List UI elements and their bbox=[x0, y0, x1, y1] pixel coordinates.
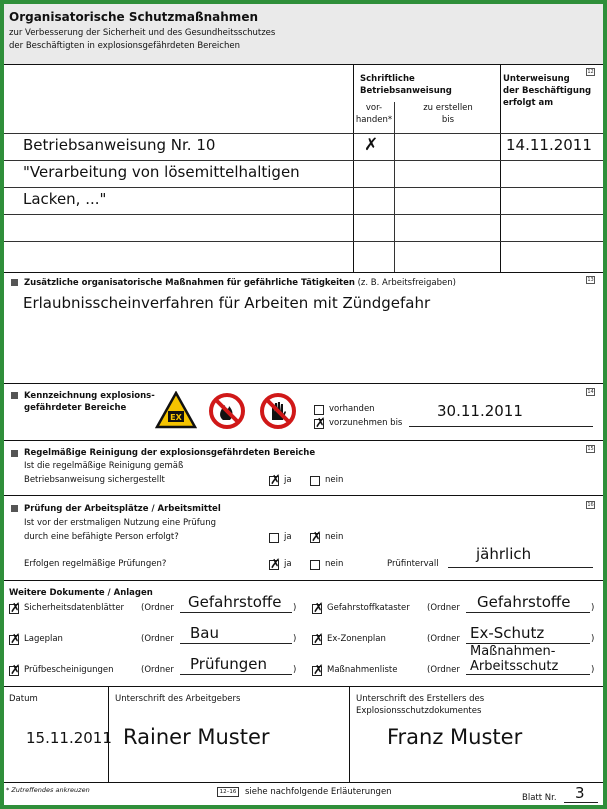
doc-ordner-close: ) bbox=[591, 603, 595, 613]
doc-ordner-value-1: Gefahrstoffe bbox=[188, 593, 282, 611]
vorzunehmen-date: 30.11.2011 bbox=[437, 402, 523, 420]
doc-checkbox-ex-zonenplan[interactable]: ✗ bbox=[313, 632, 324, 647]
regelpruefung-nein-checkbox[interactable] bbox=[310, 560, 320, 570]
no-open-flame-icon bbox=[208, 392, 246, 430]
section-15-question-2: Betriebsanweisung sichergestellt bbox=[24, 475, 165, 485]
erstpruefung-nein-label: nein bbox=[325, 532, 344, 542]
reinigung-nein-label: nein bbox=[325, 475, 344, 485]
doc-ordner-prefix: (Ordner bbox=[427, 634, 460, 644]
section-16-question-3: Erfolgen regelmäßige Prüfungen? bbox=[24, 559, 167, 569]
doc-checkbox-massnahmenliste[interactable]: ✗ bbox=[313, 663, 324, 678]
section-number-15: 15 bbox=[587, 446, 594, 452]
col-header-vorhanden bbox=[354, 102, 394, 126]
vorzunehmen-checkbox[interactable]: ✗ bbox=[315, 416, 326, 431]
section-16-title: Prüfung der Arbeitsplätze / Arbeitsmittel bbox=[24, 504, 221, 514]
section-number-14: 14 bbox=[587, 389, 594, 395]
table-row-2-text: "Verarbeitung von lösemittelhaltigen bbox=[23, 163, 300, 181]
doc-ordner-value-6-line2: Arbeitsschutz bbox=[470, 659, 559, 674]
doc-label-lageplan: Lageplan bbox=[24, 634, 63, 644]
documents-title: Weitere Dokumente / Anlagen bbox=[9, 588, 153, 598]
doc-label-gefahrstoffkataster: Gefahrstoffkataster bbox=[327, 603, 410, 613]
doc-ordner-value-3: Bau bbox=[190, 624, 219, 642]
vorhanden-checkbox[interactable] bbox=[314, 405, 324, 415]
erstpruefung-nein-checkbox[interactable]: ✗ bbox=[311, 530, 322, 545]
reference-box: 12–16 bbox=[217, 787, 239, 797]
section-15-title: Regelmäßige Reinigung der explosionsgefährdeten Bereiche bbox=[24, 448, 316, 458]
doc-checkbox-lageplan[interactable]: ✗ bbox=[10, 632, 21, 647]
section-13-hint: (z. B. Arbeitsfreigaben) bbox=[354, 278, 456, 288]
section-15-question-1: Ist die regelmäßige Reinigung gemäß bbox=[24, 461, 184, 471]
page-number-label: Blatt Nr. bbox=[522, 793, 557, 803]
employer-signature: Rainer Muster bbox=[123, 725, 270, 749]
table-row-1-mark: ✗ bbox=[364, 135, 379, 155]
col-ba-line1: Schriftliche bbox=[360, 74, 415, 84]
regelpruefung-nein-label: nein bbox=[325, 559, 344, 569]
footnote: * Zutreffendes ankreuzen bbox=[6, 786, 90, 794]
doc-ordner-value-6 bbox=[470, 644, 558, 674]
section-14-title bbox=[24, 390, 155, 414]
ex-sign-text: EX bbox=[170, 413, 182, 422]
doc-label-sicherheitsdatenblaetter: Sicherheitsdatenblätter bbox=[24, 603, 125, 613]
section-16-question-1: Ist vor der erstmaligen Nutzung eine Prüfung bbox=[24, 518, 216, 528]
date-label: Datum bbox=[9, 694, 38, 704]
section-13-title-text: Zusätzliche organisatorische Maßnahmen für gefährliche Tätigkeiten bbox=[24, 278, 355, 288]
doc-ordner-close: ) bbox=[293, 634, 297, 644]
erstpruefung-ja-checkbox[interactable] bbox=[269, 533, 279, 543]
page-title: Organisatorische Schutzmaßnahmen bbox=[9, 10, 258, 24]
col-vor-line1: vor- bbox=[365, 103, 383, 113]
form-page bbox=[4, 4, 603, 805]
creator-label-line1: Unterschrift des Erstellers des bbox=[356, 694, 485, 704]
doc-ordner-value-4: Ex-Schutz bbox=[470, 624, 545, 642]
col-ba-line2: Betriebsanweisung bbox=[360, 86, 452, 96]
doc-ordner-prefix: (Ordner bbox=[141, 634, 174, 644]
subtitle-line-1: zur Verbesserung der Sicherheit und des Gesundheitsschutzes bbox=[9, 28, 276, 38]
reference-text: siehe nachfolgende Erläuterungen bbox=[245, 787, 392, 797]
section-number-13: 13 bbox=[587, 277, 594, 283]
doc-checkbox-pruefbescheinigungen[interactable]: ✗ bbox=[10, 663, 21, 678]
employer-signature-label: Unterschrift des Arbeitgebers bbox=[115, 694, 241, 704]
table-row-1-text: Betriebsanweisung Nr. 10 bbox=[23, 136, 216, 154]
regelpruefung-ja-label: ja bbox=[284, 559, 292, 569]
doc-ordner-value-5: Prüfungen bbox=[190, 655, 268, 673]
col-header-unterweisung bbox=[503, 73, 591, 109]
doc-ordner-prefix: (Ordner bbox=[427, 665, 460, 675]
doc-ordner-value-6-line1: Maßnahmen- bbox=[470, 644, 556, 659]
col-vor-line2: handen* bbox=[355, 115, 393, 125]
section-14-title-line2: gefährdeter Bereiche bbox=[24, 403, 127, 413]
pruefintervall-value: jährlich bbox=[476, 545, 532, 563]
doc-checkbox-sicherheitsdatenblaetter[interactable]: ✗ bbox=[10, 601, 21, 616]
pruefintervall-label: Prüfintervall bbox=[387, 559, 439, 569]
doc-label-ex-zonenplan: Ex-Zonenplan bbox=[327, 634, 386, 644]
doc-ordner-value-2: Gefahrstoffe bbox=[477, 593, 571, 611]
section-13-title bbox=[24, 277, 456, 289]
creator-signature-label bbox=[356, 693, 484, 717]
creator-label-line2: Explosionsschutzdokumentes bbox=[356, 706, 482, 716]
doc-label-pruefbescheinigungen: Prüfbescheinigungen bbox=[24, 665, 114, 675]
reinigung-nein-checkbox[interactable] bbox=[310, 476, 320, 486]
signature-date: 15.11.2011 bbox=[26, 729, 112, 747]
col-zu-line1: zu erstellen bbox=[423, 103, 473, 113]
doc-ordner-close: ) bbox=[293, 603, 297, 613]
doc-checkbox-gefahrstoffkataster[interactable]: ✗ bbox=[313, 601, 324, 616]
subtitle-line-2: der Beschäftigten in explosionsgefährdeten Bereichen bbox=[9, 41, 240, 51]
table-row-1-date: 14.11.2011 bbox=[506, 136, 592, 154]
reinigung-ja-checkbox[interactable]: ✗ bbox=[270, 473, 281, 488]
col-uw-line3: erfolgt am bbox=[503, 98, 554, 108]
ex-warning-sign-icon bbox=[155, 391, 197, 429]
col-zu-line2: bis bbox=[441, 115, 455, 125]
doc-ordner-prefix: (Ordner bbox=[427, 603, 460, 613]
section-14-title-line1: Kennzeichnung explosions- bbox=[24, 391, 155, 401]
col-uw-line1: Unterweisung bbox=[503, 74, 570, 84]
regelpruefung-ja-checkbox[interactable]: ✗ bbox=[270, 557, 281, 572]
reinigung-ja-label: ja bbox=[284, 475, 292, 485]
section-16-question-2: durch eine befähigte Person erfolgt? bbox=[24, 532, 179, 542]
doc-label-massnahmenliste: Maßnahmenliste bbox=[327, 665, 398, 675]
doc-ordner-close: ) bbox=[591, 665, 595, 675]
col-header-zu-erstellen bbox=[396, 102, 500, 126]
doc-ordner-prefix: (Ordner bbox=[141, 665, 174, 675]
doc-ordner-close: ) bbox=[591, 634, 595, 644]
section-13-value: Erlaubnisscheinverfahren für Arbeiten mit Zündgefahr bbox=[23, 294, 431, 312]
creator-signature: Franz Muster bbox=[387, 725, 523, 749]
doc-ordner-prefix: (Ordner bbox=[141, 603, 174, 613]
vorzunehmen-label: vorzunehmen bis bbox=[329, 418, 403, 428]
erstpruefung-ja-label: ja bbox=[284, 532, 292, 542]
doc-ordner-close: ) bbox=[293, 665, 297, 675]
section-number-16: 16 bbox=[587, 502, 594, 508]
col-uw-line2: der Beschäftigung bbox=[503, 86, 592, 96]
col-header-betriebsanweisung bbox=[360, 73, 452, 97]
no-access-hand-icon bbox=[259, 392, 297, 430]
table-row-3-text: Lacken, ..." bbox=[23, 190, 107, 208]
section-number-12: 12 bbox=[587, 69, 594, 75]
vorhanden-label: vorhanden bbox=[329, 404, 375, 414]
page-number: 3 bbox=[575, 784, 585, 802]
